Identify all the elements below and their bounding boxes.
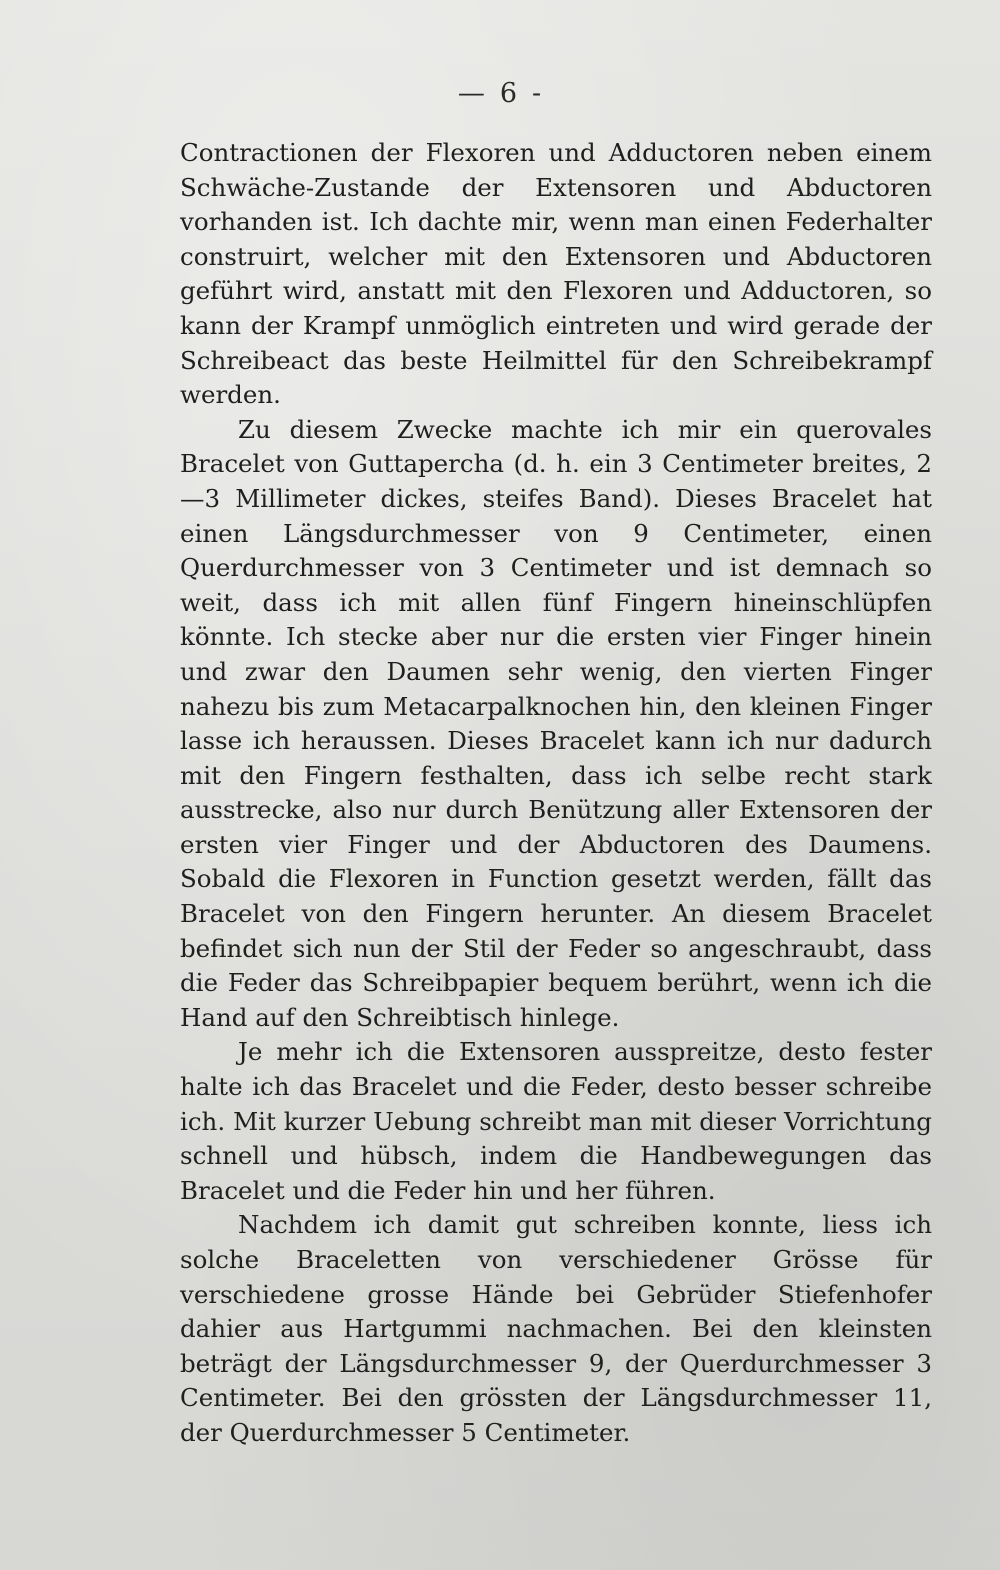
paragraph-3: Je mehr ich die Extensoren ausspreitze, desto fester halte ich das Bracelet und die Feder, desto besser schreibe ich. Mit kurzer Uebung schreibt man mit dieser Vorrichtung schnell und hübsch, indem die Handbewegungen das Bracelet und die Feder hin und her führen. [180,1037,932,1205]
paragraph-2: Zu diesem Zwecke machte ich mir ein querovales Bracelet von Guttapercha (d. h. ein 3 Centimeter breites, 2—3 Millimeter dickes, steifes Band). Dieses Bracelet hat einen Längsdurchmesser von 9 Centimeter, einen Querdurchmesser von 3 Centimeter und ist demnach so weit, dass ich mit allen fünf Fingern hineinschlüpfen könnte. Ich stecke aber nur die ersten vier Finger hinein und zwar den Daumen sehr wenig, den vierten Finger nahezu bis zum Metacarpalknochen hin, den kleinen Finger lasse ich heraussen. Dieses Bracelet kann ich nur dadurch mit den Fingern festhalten, dass ich selbe recht stark ausstrecke, also nur durch Benützung aller Extensoren der ersten vier Finger und der Abductoren des Daumens. Sobald die Flexoren in Function gesetzt werden, fällt das Bracelet von den Fingern herunter. An diesem Bracelet befindet sich nun der Stil der Feder so angeschraubt, dass die Feder das Schreibpapier bequem berührt, wenn ich die Hand auf den Schreibtisch hinlege. [180,414,932,1032]
page-number-header [0,78,1000,109]
body-text [180,136,932,1451]
page-number-dash-left: — [457,78,486,109]
paragraph-4: Nachdem ich damit gut schreiben konnte, liess ich solche Braceletten von verschiedener Grösse für verschiedene grosse Hände bei Gebrüder Stiefenhofer dahier aus Hartgummi nachmachen. Bei den kleinsten beträgt der Längsdurchmesser 9, der Querdurchmesser 3 Centimeter. Bei den grössten der Längsdurchmesser 11, der Querdurchmesser 5 Centimeter. [180,1210,932,1447]
page-number: 6 [499,78,519,109]
paragraph-1: Contractionen der Flexoren und Adductoren neben einem Schwäche-Zustande der Extensoren und Abductoren vorhanden ist. Ich dachte mir, wenn man einen Federhalter construirt, welcher mit den Extensoren und Abductoren geführt wird, anstatt mit den Flexoren und Adductoren, so kann der Krampf unmöglich eintreten und wird gerade der Schreibeact das beste Heilmittel für den Schreibekrampf werden. [180,138,932,410]
page-number-dash-right: - [532,78,543,109]
